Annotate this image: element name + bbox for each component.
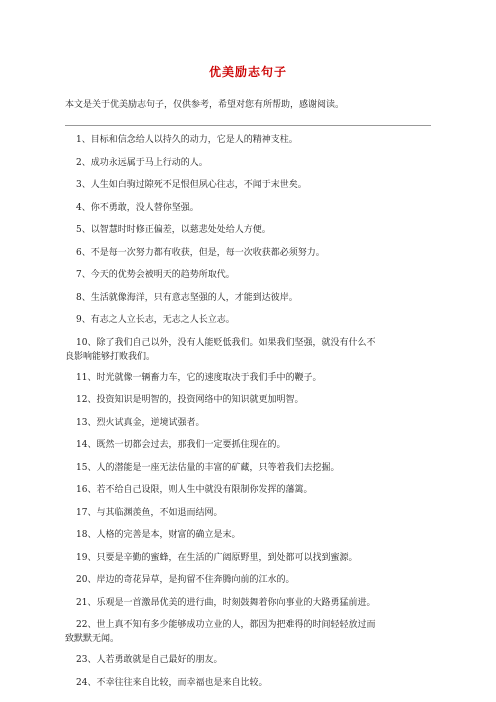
list-item: [76, 371, 428, 385]
list-item-continuation: 良影响能够打败我们。: [65, 351, 156, 362]
list-item-text: 14、既然一切都会过去，那我们一定要抓住现在的。: [76, 440, 286, 450]
list-item: [76, 268, 428, 282]
list-item-text: 19、只要是辛勤的蜜蜂，在生活的广阔原野里，到处都可以找到蜜源。: [76, 552, 358, 563]
list-item: [76, 551, 428, 565]
list-item: [76, 438, 428, 452]
list-item-text: 23、人若勇敢就是自己最好的朋友。: [76, 655, 223, 665]
list-item-text: 18、人格的完善是本，财富的确立是末。: [76, 530, 241, 540]
list-item-text: 11、时光就像一辆畜力车，它的速度取决于我们手中的鞭子。: [76, 372, 322, 383]
list-item-text: 7、今天的优势会被明天的趋势所取代。: [76, 270, 235, 280]
list-item: [76, 416, 428, 430]
list-item-continuation: 致默默无闻。: [65, 634, 120, 644]
list-item-text: 16、若不给自己设限，则人生中就没有限制你发挥的藩篱。: [76, 485, 313, 495]
list-item: [65, 336, 428, 364]
list-item: [76, 596, 428, 610]
list-item: [76, 393, 428, 407]
list-item: [65, 618, 428, 646]
list-item-text: 13、烈火试真金，逆境试强者。: [76, 417, 205, 428]
list-item-text: 12、投资知识是明智的，投资网络中的知识就更加明智。: [76, 395, 304, 405]
list-item: [76, 653, 428, 667]
list-item-text: 9、有志之人立长志，无志之人长立志。: [76, 315, 235, 325]
list-item-text: 1、目标和信念给人以持久的动力，它是人的精神支柱。: [76, 135, 298, 145]
quote-list: [65, 133, 428, 698]
intro-text: 本文是关于优美励志句子，仅供参考，希望对您有所帮助，感谢阅读。: [65, 100, 345, 110]
divider-line: [65, 125, 431, 126]
list-item-text: 24、不幸往往来自比较，而幸福也是来自比较。: [76, 677, 268, 688]
list-item-text: 22、世上真不知有多少能够成功立业的人，都因为把难得的时间轻轻放过而: [76, 620, 376, 630]
list-item-text: 17、与其临渊羡鱼，不如退而结网。: [76, 507, 223, 518]
list-item-text: 15、人的潜能是一座无法估量的丰富的矿藏，只等着我们去挖掘。: [76, 462, 340, 473]
list-item: [76, 133, 428, 147]
list-item: [76, 676, 428, 690]
list-item: [76, 573, 428, 587]
list-item: [76, 506, 428, 520]
list-item: [76, 291, 428, 305]
list-item-text: 20、岸边的奇花异草，是拘留不住奔腾向前的江水的。: [76, 575, 295, 585]
list-item-text: 8、生活就像海洋，只有意志坚强的人，才能到达彼岸。: [76, 292, 298, 303]
list-item-text: 4、你不勇敢，没人替你坚强。: [76, 202, 199, 213]
list-item-text: 5、以智慧时时修正偏差，以慈悲处处给人方便。: [76, 225, 271, 235]
list-item-text: 6、不是每一次努力都有收获，但是，每一次收获都必须努力。: [76, 247, 325, 258]
list-item: [76, 313, 428, 327]
list-item-text: 2、成功永远属于马上行动的人。: [76, 157, 208, 168]
list-item: [76, 483, 428, 497]
list-item: [76, 246, 428, 260]
list-item: [76, 528, 428, 542]
list-item: [76, 223, 428, 237]
list-item-text: 10、除了我们自己以外，没有人能贬低我们。如果我们坚强，就没有什么不: [76, 337, 376, 348]
list-item-text: 21、乐观是一首激昂优美的进行曲，时刻鼓舞着你向事业的大路勇猛前进。: [76, 597, 376, 608]
list-item: [76, 461, 428, 475]
list-item: [76, 156, 428, 170]
list-item: [76, 201, 428, 215]
document-title: 优美励志句子: [208, 65, 287, 79]
list-item-text: 3、人生如白驹过隙死不足恨但夙心往志，不闻于末世矣。: [76, 180, 307, 190]
list-item: [76, 178, 428, 192]
